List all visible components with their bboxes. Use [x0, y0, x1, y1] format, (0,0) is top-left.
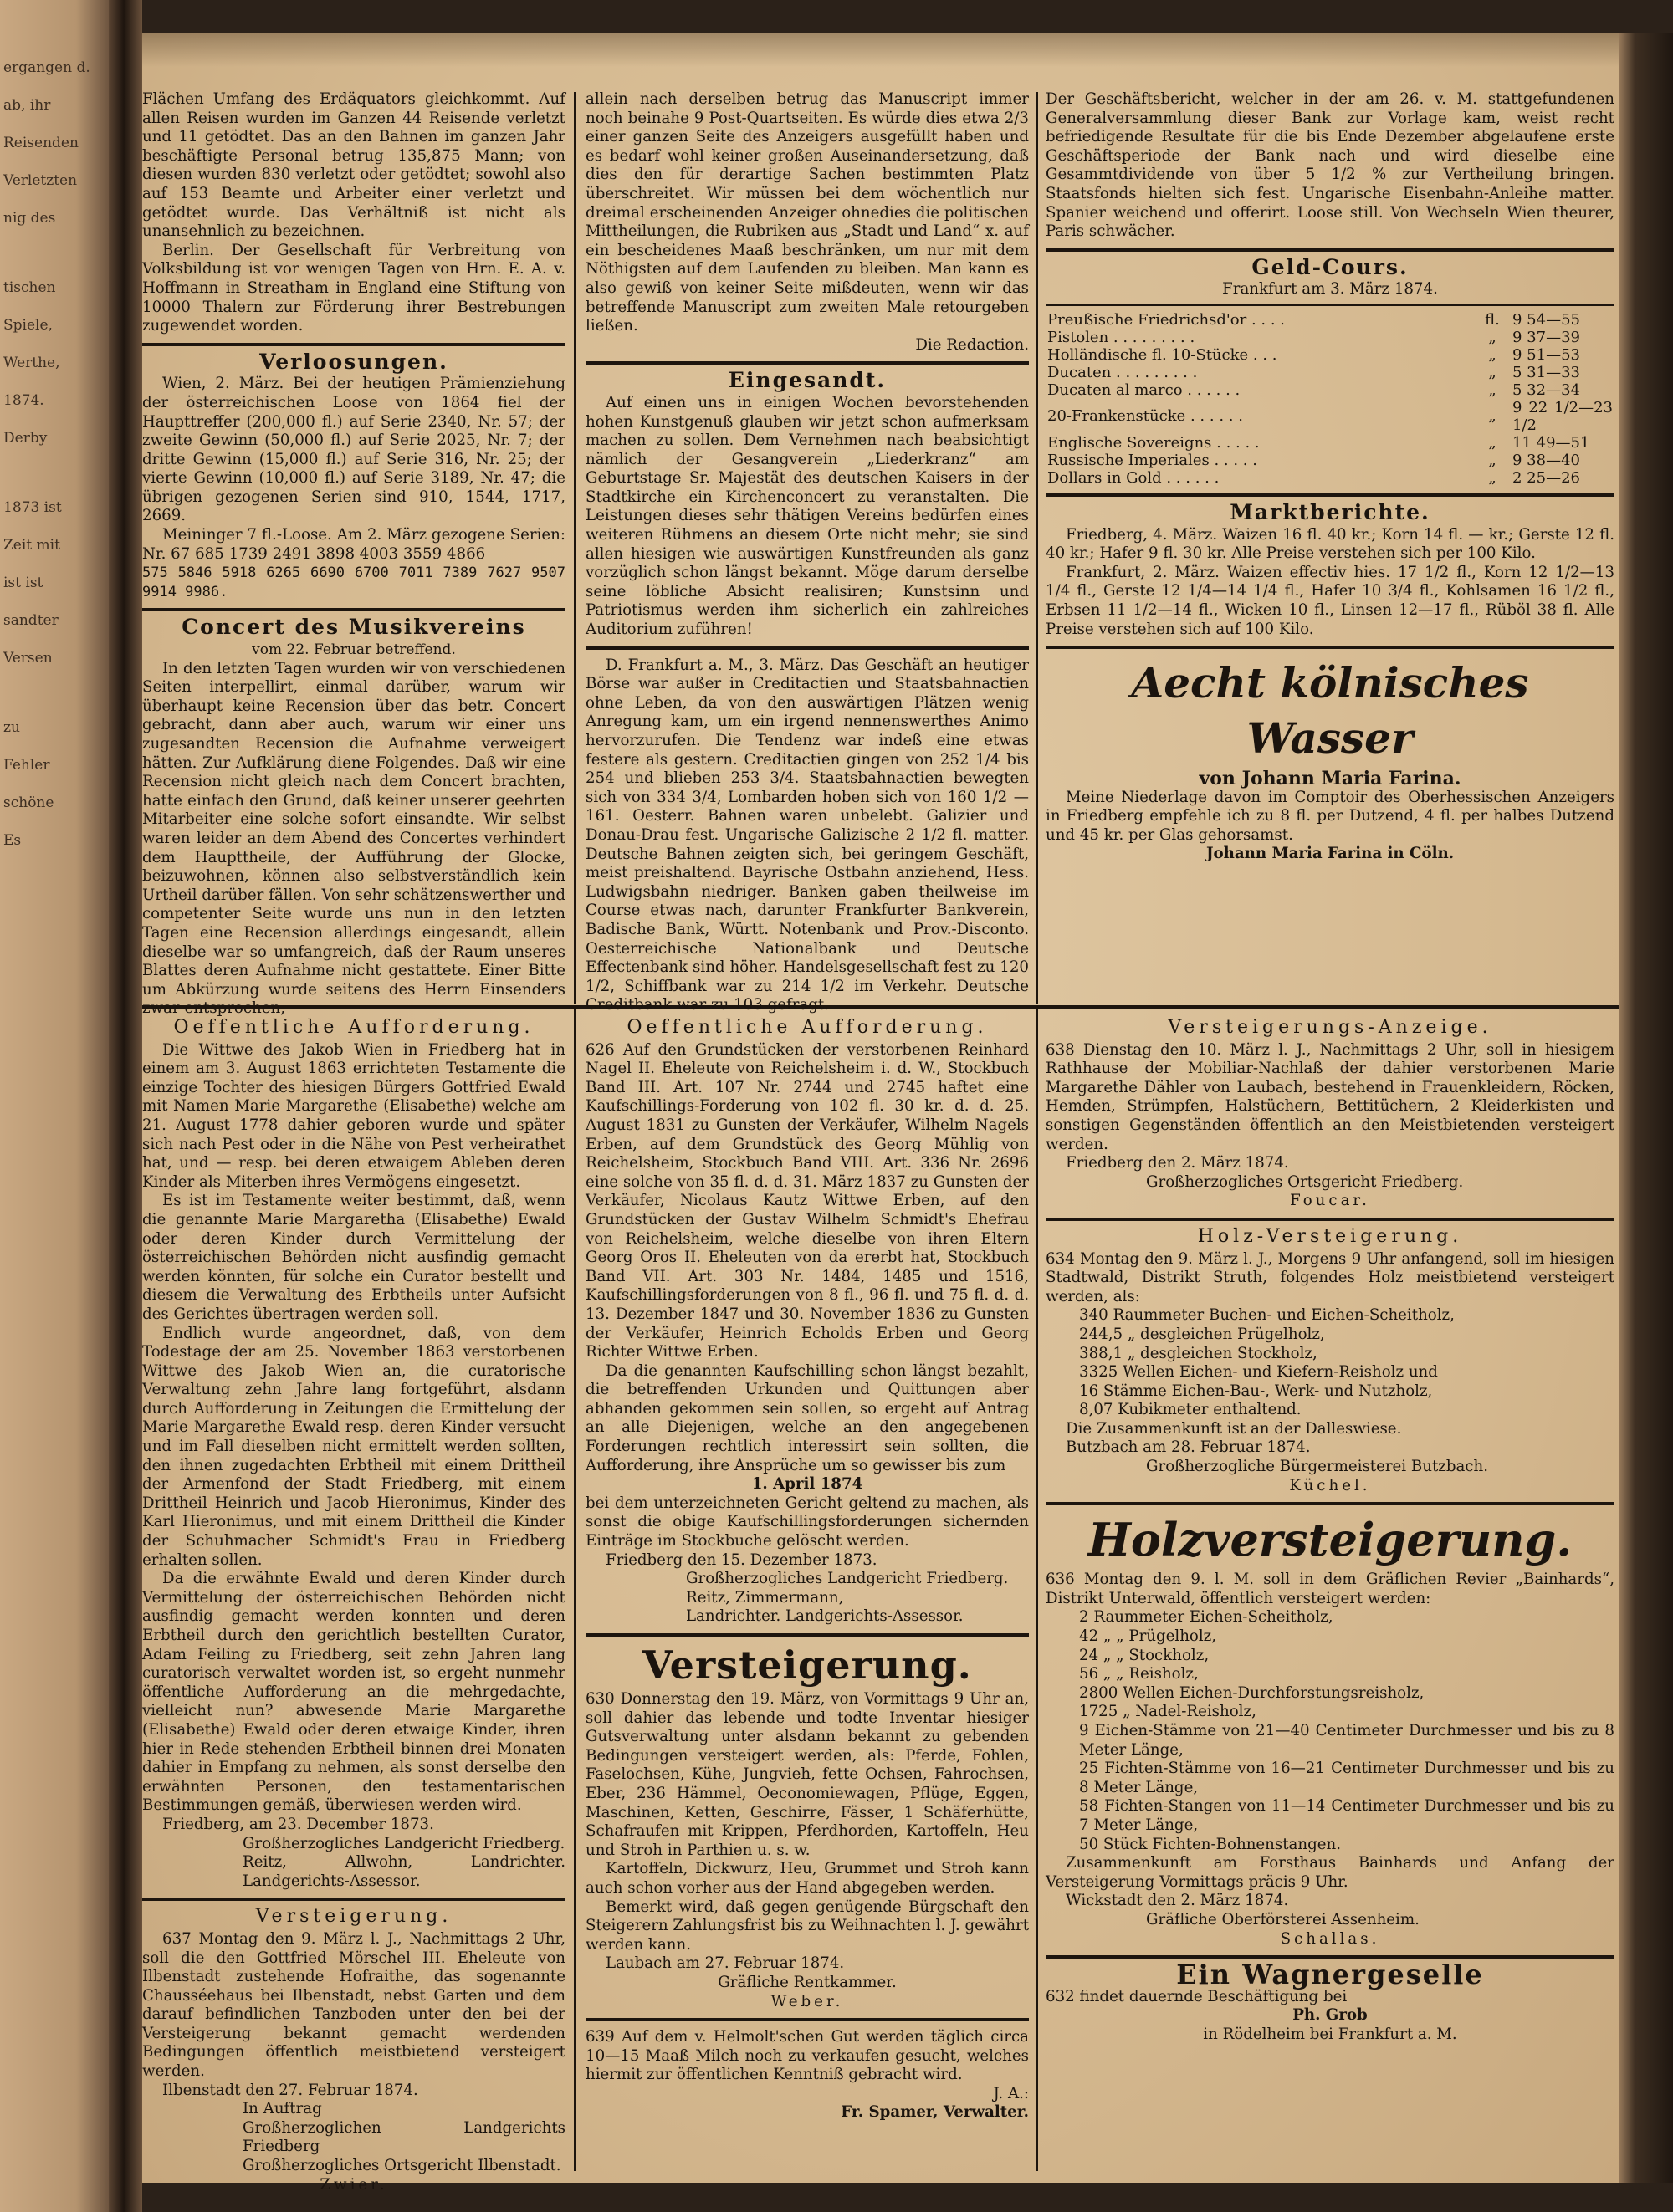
auction-signature: Schallas.	[1280, 1929, 1380, 1948]
rate-unit: fl.	[1485, 310, 1500, 329]
notice-text: 626 Auf den Grundstücken der verstorbenen Reinhard Nagel II. Eheleute von Reichelsheim i. d. W., Stockbuch Band III. Art. 107 Nr. 2744 und 2745 haftet eine Kaufschillings-Forderung von 102 fl. 30 kr. d. d. 25. August 1831 zu Gunsten der Verkäufer, Wilhelm Nagels Erben, auf dem Grundstück des Georg Mühlig von Reichelsheim, Stockbuch Band VIII. Art. 336 Nr. 2696 eine solche von 35 fl. d. d. 31. März 1837 zu Gunsten der Verkäufer, Nicolaus Kautz Wittwe Erben, auf den Grundstücken der Gustav Wilhelm Schmidt's Ehefrau von Reichelsheim, welche dieselbe von ihren Eltern Georg Oros II. Eheleuten von da ererbt hat, Stockbuch Band VII. Art. 303 Nr. 1484, 1485 und 1516, Kaufschillingsforderungen von 8 fl., 96 fl. und 75 fl. d. d. 13. Dezember 1847 und 30. November 1836 zu Gunsten der Verkäufer, Heinrich Echolds Erben und Georg Richter Wittwe Erben.	[586, 1040, 1029, 1361]
wood-lot: 3325 Wellen Eichen- und Kiefern-Reisholz und	[1079, 1363, 1438, 1382]
section-heading: Concert des Musikvereins	[182, 615, 526, 640]
notice-date: Friedberg den 15. Dezember 1873.	[606, 1550, 877, 1569]
section-subheading: vom 22. Februar betreffend.	[252, 641, 456, 659]
notice-signature: Reitz, Allwohn, Landrichter. Landgerichts-Assessor.	[243, 1853, 565, 1890]
exchange-rate-table	[1046, 311, 1614, 487]
auction-text: 634 Montag den 9. März l. J., Morgens 9 Uhr anfangend, soll im hiesigen Stadtwald, Distrikt Struth, folgendes Holz meistbietend versteigert werden, als:	[1046, 1249, 1614, 1305]
rate-unit: „	[1488, 381, 1496, 399]
news-text: Friedberg, 4. März. Waizen 16 fl. 40 kr.; Korn 14 fl. — kr.; Gerste 12 fl. 40 kr.; Hafer 9 fl. 30 kr. Alle Preise verstehen sich per 100 Kilo.	[1046, 525, 1614, 563]
notice-text: Es ist im Testamente weiter bestimmt, daß, wenn die genannte Marie Margaretha (Elisabethe) Ewald oder deren Kinder durch Vermittelung der österreichischen Behörden nicht ausfindig gemacht werden könnten, für solche ein Curator bestellt und diesem die Verwaltung des Erbtheils unter Aufsicht des Gerichtes übertragen werden soll.	[142, 1192, 565, 1323]
news-text: Meininger 7 fl.-Loose. Am 2. März gezogene Serien: Nr. 67 685 1739 2491 3898 4003 3559 4866	[142, 526, 565, 563]
auction-signature: Großherzogliches Ortsgericht Friedberg.	[1146, 1172, 1464, 1191]
adjacent-page-text: Werthe,	[3, 355, 60, 371]
exchange-rate-row	[1046, 311, 1614, 329]
rate-name: Preußische Friedrichsd'or . . . .	[1047, 310, 1286, 329]
adjacent-page-text: Fehler	[3, 757, 50, 774]
column-rule	[574, 92, 576, 1004]
rate-unit: „	[1488, 451, 1496, 469]
notice-text: Da die genannten Kaufschilling schon längst bezahlt, die betreffenden Urkunden und Quittungen aber abhanden gekommen sein sollen, so ergeht auf Antrag an alle Diejenigen, welche an den angegebenen Forderungen rechtlich interessirt sein sollten, die Aufforderung, ihre Ansprüche um so gewisser bis zum	[586, 1361, 1029, 1474]
ad-text: 639 Auf dem v. Helmolt'schen Gut werden täglich circa 10—15 Maaß Milch noch zu verkaufen gesucht, welches hiermit zur öffentlichen Kenntniß gebracht wird.	[586, 2028, 1029, 2084]
advertisement-title: Aecht kölnisches Wasser	[1131, 658, 1529, 764]
rate-name: Russische Imperiales . . . . .	[1047, 451, 1257, 469]
news-text: Der Geschäftsbericht, welcher in der am 26. v. M. stattgefundenen Generalversammlung dieser Bank zur Vorlage kam, weist recht befriedigende Resultate für die bis Ende Dezember abgelaufene erste Geschäftsperiode der Bank nach und wird dieselbe eine Gesammtdividende von über 5 1/2 % zur Vertheilung bringen. Staatsfonds hielten sich fest. Ungarische Eisenbahn-Anleihe matter. Spanier weichend und offerirt. Loose still. Von Wechseln Wien theurer, Paris schwächer.	[1046, 90, 1614, 241]
notice-text: bei dem unterzeichneten Gericht geltend zu machen, als sonst die obige Kaufschillingsforderungen sichernden Einträge im Stockbuche gelöscht werden.	[586, 1494, 1029, 1550]
adjacent-page-text: tischen	[3, 279, 56, 296]
rate-unit: „	[1488, 345, 1496, 364]
news-text: Berlin. Der Gesellschaft für Verbreitung von Volksbildung ist vor wenigen Tagen von Hrn. E. A. v. Hoffmann in Streatham in England eine Stiftung von 10000 Thalern zur Förderung ihrer Bestrebungen zugewendet worden.	[142, 241, 565, 335]
wood-lot: 340 Raummeter Buchen- und Eichen-Scheitholz,	[1079, 1306, 1455, 1325]
adjacent-page-text: Verletzten	[3, 172, 78, 189]
auction-signature: Gräfliche Oberförsterei Assenheim.	[1146, 1910, 1420, 1928]
adjacent-page-text: schöne	[3, 794, 54, 811]
advertisement-signature: Johann Maria Farina in Cöln.	[1205, 845, 1455, 863]
rate-value: 5 32—34	[1512, 381, 1580, 399]
lottery-numbers: 575 5846 5918 6265 6690 6700 7011 7389 7627 9507 9914 9986.	[142, 564, 565, 600]
wood-lot: 16 Stämme Eichen-Bau-, Werk- und Nutzholz,	[1079, 1382, 1433, 1400]
auction-signature: Gräfliche Rentkammer.	[718, 1973, 897, 1991]
notice-signature: Großherzogliches Landgericht Friedberg.	[686, 1570, 1009, 1588]
rate-name: Ducaten al marco . . . . . .	[1047, 381, 1241, 399]
exchange-rate-row	[1046, 399, 1614, 434]
auction-signature: Großherzoglichen Landgerichts Friedberg	[243, 2118, 565, 2156]
notice-deadline: 1. April 1874	[751, 1475, 863, 1494]
auction-text: Kartoffeln, Dickwurz, Heu, Grummet und Stroh kann auch schon vorher aus der Hand abgegeben werden.	[586, 1860, 1029, 1897]
auction-date: Friedberg den 2. März 1874.	[1066, 1154, 1289, 1172]
ad-signature: in Rödelheim bei Frankfurt a. M.	[1203, 2025, 1457, 2043]
wood-lot: 56 „ „ Reisholz,	[1079, 1665, 1199, 1683]
notice-text: Endlich wurde angeordnet, daß, von dem Todestage der am 25. November 1863 verstorbenen Wittwe des Jakob Wien an, die curatorische Verwaltung zehn Jahre lang fortgeführt, alsdann durch Aufforderung in Zeitungen die Ermittelung der Marie Margarethe Ewald resp. deren Kinder versucht und im Fall dieselben nicht ermittelt werden sollten, den ihnen zugedachten Erbtheil mit einem Drittheil der Armenfond der Stadt Friedberg, mit einem Drittheil Heinrich und Jacob Hieronimus, Kinder des Karl Hieronimus, und mit einem Drittheil die Kinder der Schuhmacher Schmidt's Frau in Friedberg erhalten sollen.	[142, 1324, 565, 1569]
section-heading: Verloosungen.	[259, 349, 448, 374]
news-text: Auf einen uns in einigen Wochen bevorstehenden hohen Kunstgenuß glauben wir jetzt schon aufmerksam machen zu sollen. Dem Vernehmen nach beabsichtigt nämlich der Gesangverein „Liederkranz“ am Geburtstage Sr. Majestät des deutschen Kaisers in der Stadtkirche ein Kirchenconcert zu veranstalten. Die Leistungen dieses sehr thätigen Vereins bedürfen eines weiteren Rühmens an diesem Orte nicht mehr; sie sind allen hiesigen wie auswärtigen Kunstfreunden als ganz vorzüglich schon längst bekannt. Möge darum derselbe seine löbliche Absicht realisiren; Kunstsinn und Patriotismus werden ihm sicherlich ein zahlreiches Auditorium zuführen!	[586, 393, 1029, 639]
news-text: D. Frankfurt a. M., 3. März. Das Geschäft an heutiger Börse war außer in Creditactien und Staatsbahnactien ohne Leben, da von den auswärtigen Plätzen wenig Anregung kam, um ein irgend nennenswerthes Animo hervorzurufen. Die Tendenz war indeß eine etwas festere als gestern. Creditactien gingen von 252 1/4 bis 254 und blieben 253 3/4. Staatsbahnactien bewegten sich von 334 3/4, Lombarden hoben sich von 160 1/2 — 161. Oesterr. Bahnen waren unbelebt. Galizier und Donau-Drau fest. Ungarische Galizische 2 1/2 fl. matter. Deutsche Bahnen zeigten sich, bei geringem Geschäft, meist preishaltend. Bayrische Ostbahn anziehend, Hess. Ludwigsbahn niedriger. Banken gaben theilweise im Course etwas nach, darunter Frankfurter Bankverein, Badische Bank, Württ. Notenbank und Prov.-Disconto. Oesterreichische Nationalbank und Deutsche Effectenbank sind höher. Handelsgesellschaft fest zu 120 1/2, Schiffbank war zu 214 1/2 im Verkehr. Deutsche Creditbank war zu 103 gefragt.	[586, 656, 1029, 1014]
rate-value: 9 51—53	[1512, 345, 1580, 364]
adjacent-page-text: Derby	[3, 430, 48, 447]
auction-date: Laubach am 27. Februar 1874.	[606, 1954, 845, 1973]
notice-text: Da die erwähnte Ewald und deren Kinder durch Vermittelung der österreichischen Behörden nicht ausfindig gemacht werden konnten und deren Erbtheil durch den gerichtlich bestellten Curator, Adam Feiling zu Friedberg, seit zehn Jahren lang curatorisch verwaltet worden ist, so ergeht nunmehr öffentliche Aufforderung an die mehrgedachte, vielleicht nun? abwesende Marie Margarethe (Elisabethe) Ewald oder deren etwaige Kinder, ihren hier in Rede stehenden Erbtheil binnen drei Monaten dahier in Empfang zu nehmen, als sonst derselbe den erwähnten Personen, den testamentarischen Bestimmungen gemäß, überwiesen werden wird.	[142, 1570, 565, 1815]
rate-unit: „	[1488, 328, 1496, 346]
auction-text: 636 Montag den 9. l. M. soll in dem Gräflichen Revier „Bainhards“, Distrikt Unterwald, öffentlich versteigert werden:	[1046, 1571, 1614, 1607]
wood-lot: 42 „ „ Prügelholz,	[1079, 1627, 1217, 1646]
auction-text: 630 Donnerstag den 19. März, von Vormittags 9 Uhr an, soll dahier das lebende und todte Inventar hiesiger Gutsverwaltung unter alsdann bekannt zu gebenden Bedingungen versteigert werden, als: Pferde, Fohlen, Faselochsen, Kühe, Jungvieh, fette Ochsen, Fahrochsen, Eber, 236 Hämmel, Oeconomiewagen, Pflüge, Eggen, Maschinen, Ketten, Geschirre, Fässer, 1 Schäferhütte, Schafraufen mit Krippen, Pferdhorden, Kartoffeln, Heu und Stroh in Parthien u. s. w.	[586, 1690, 1029, 1859]
notice-text: Die Wittwe des Jakob Wien in Friedberg hat in einem am 3. August 1863 errichteten Testamente die einzige Tochter des hiesigen Bürgers Gottfried Ewald mit Namen Marie Margarethe (Elisabethe) welche am 21. August 1778 dahier geboren wurde und später sich nach Pest oder in die Nähe von Pest verheirathet hat, und — resp. bei deren etwaigem Ableben deren Kinder als Miterben ihres Vermögens eingesetzt.	[142, 1040, 565, 1191]
column-bottom-middle	[586, 1014, 1029, 2123]
section-heading: Eingesandt.	[728, 368, 887, 393]
signature: Die Redaction.	[915, 335, 1029, 354]
column-top-right	[1046, 90, 1614, 864]
exchange-rate-row	[1046, 469, 1614, 487]
section-heading: Holz-Versteigerung.	[1197, 1225, 1463, 1247]
adjacent-page-text: Spiele,	[3, 317, 53, 334]
auction-signature: Küchel.	[1289, 1476, 1371, 1494]
column-top-middle	[586, 90, 1029, 1015]
auction-signature: In Auftrag	[243, 2100, 322, 2118]
ad-text: 632 findet dauernde Beschäftigung bei	[1046, 1987, 1348, 2005]
section-heading: Oeffentliche Aufforderung.	[173, 1017, 535, 1038]
rate-name: Dollars in Gold . . . . . .	[1047, 468, 1220, 487]
rate-name: Holländische fl. 10-Stücke . . .	[1047, 345, 1277, 364]
wood-lot-list	[1046, 1306, 1614, 1420]
adjacent-page-edge	[0, 0, 109, 2212]
ad-signature: J. A.:	[993, 2084, 1029, 2102]
exchange-rate-row	[1046, 381, 1614, 399]
adjacent-page-text: Versen	[3, 650, 53, 667]
auction-text: 638 Dienstag den 10. März l. J., Nachmittags 2 Uhr, soll in hiesigem Rathhause der Mobiliar-Nachlaß der dahier verstorbenen Marie Margarethe Dähler von Laubach, bestehend in Frauenkleidern, Röcken, Hemden, Strümpfen, Halstüchern, Bettitüchern, 2 Kleiderkisten und sonstigen Gegenständen öffentlich an den Meistbietenden versteigert werden.	[1046, 1040, 1614, 1153]
auction-date: Wickstadt den 2. März 1874.	[1066, 1892, 1289, 1910]
auction-text: Die Zusammenkunft ist an der Dalleswiese.	[1066, 1419, 1402, 1438]
auction-signature: Foucar.	[1290, 1192, 1370, 1210]
adjacent-page-text: ist ist	[3, 575, 43, 591]
column-rule	[1036, 1009, 1038, 2171]
adjacent-page-text: 1873 ist	[3, 499, 62, 516]
wood-lot-list	[1046, 1608, 1614, 1854]
rate-name: 20-Frankenstücke . . . . . .	[1047, 407, 1243, 426]
auction-signature: Großherzogliches Ortsgericht Ilbenstadt.	[243, 2157, 561, 2175]
column-bottom-left	[142, 1014, 565, 2194]
section-heading: Geld-Cours.	[1251, 254, 1409, 279]
section-heading: Marktberichte.	[1230, 499, 1430, 524]
exchange-rate-row	[1046, 452, 1614, 469]
auction-text: Zusammenkunft am Forsthaus Bainhards und Anfang der Versteigerung Vormittags präcis 9 Uhr.	[1046, 1854, 1614, 1891]
newspaper-page	[142, 33, 1619, 2194]
notice-signature: Reitz, Zimmermann,	[686, 1588, 844, 1607]
rate-value: 11 49—51	[1512, 433, 1590, 452]
exchange-rate-row	[1046, 364, 1614, 381]
auction-signature: Weber.	[770, 1992, 844, 2010]
wood-lot: 244,5 „ desgleichen Prügelholz,	[1079, 1325, 1325, 1343]
wood-lot: 50 Stück Fichten-Bohnenstangen.	[1079, 1835, 1341, 1853]
wood-lot: 8,07 Kubikmeter enthaltend.	[1079, 1401, 1302, 1419]
ad-signature: Fr. Spamer, Verwalter.	[841, 2103, 1029, 2122]
rate-unit: „	[1488, 407, 1496, 426]
rate-unit: „	[1488, 363, 1496, 381]
auction-text: 637 Montag den 9. März l. J., Nachmittags 2 Uhr, soll die den Gottfried Mörschel III. Eheleute von Ilbenstadt zustehende Hofraithe, das sogenannte Chausséehaus bei Ilbenstadt, nebst Garten und dem darauf befindlichen Tanzboden unter den bei der Versteigerung bekannt gemacht werdenden Bedingungen öffentlich meistbietend versteigert werden.	[142, 1929, 565, 2081]
notice-signature: Großherzogliches Landgericht Friedberg.	[243, 1834, 565, 1852]
wood-lot: 388,1 „ desgleichen Stockholz,	[1079, 1344, 1317, 1362]
section-heading: Versteigerung.	[255, 1906, 453, 1928]
book-gutter	[109, 0, 142, 2212]
notice-signature: Landrichter. Landgerichts-Assessor.	[686, 1607, 964, 1626]
news-text: Wien, 2. März. Bei der heutigen Prämienziehung der österreichischen Loose von 1864 fiel der Haupttreffer (200,000 fl.) auf Serie 2340, Nr. 57; der zweite Gewinn (50,000 fl.) auf Serie 2025, Nr. 7; der dritte Gewinn (15,000 fl.) auf Serie 316, Nr. 25; der vierte Gewinn (10,000 fl.) auf Serie 3189, Nr. 47; die übrigen gezogenen Serien sind 910, 1544, 1717, 2669.	[142, 375, 565, 525]
exchange-rate-row	[1046, 346, 1614, 364]
rate-value: 9 38—40	[1512, 451, 1580, 469]
rate-value: 2 25—26	[1512, 468, 1580, 487]
wood-lot: 2800 Wellen Eichen-Durchforstungsreisholz,	[1079, 1683, 1425, 1702]
rate-value: 5 31—33	[1512, 363, 1580, 381]
adjacent-page-text: ab, ihr	[3, 97, 51, 114]
rate-name: Pistolen . . . . . . . . .	[1047, 328, 1195, 346]
adjacent-page-text: 1874.	[3, 392, 44, 409]
adjacent-page-text: ergangen d.	[3, 59, 90, 76]
rate-value: 9 37—39	[1512, 328, 1580, 346]
column-top-left	[142, 90, 565, 1019]
wood-lot: 1725 „ Nadel-Reisholz,	[1079, 1703, 1256, 1721]
adjacent-page-text: zu	[3, 719, 20, 736]
wood-lot: 9 Eichen-Stämme von 21—40 Centimeter Durchmesser und bis zu 8 Meter Länge,	[1079, 1722, 1614, 1759]
section-heading: Versteigerung.	[642, 1642, 972, 1688]
ad-signature: Ph. Grob	[1292, 2006, 1368, 2025]
rate-unit: „	[1488, 468, 1496, 487]
wood-lot: 2 Raummeter Eichen-Scheitholz,	[1079, 1608, 1333, 1627]
exchange-rate-row	[1046, 329, 1614, 346]
wood-lot: 58 Fichten-Stangen von 11—14 Centimeter Durchmesser und bis zu 7 Meter Länge,	[1079, 1797, 1614, 1834]
rate-value: 9 54—55	[1512, 310, 1580, 329]
adjacent-page-text: Zeit mit	[3, 537, 60, 554]
column-rule	[1036, 92, 1038, 1004]
auction-date: Ilbenstadt den 27. Februar 1874.	[162, 2081, 418, 2099]
auction-signature: Großherzogliche Bürgermeisterei Butzbach.	[1146, 1458, 1489, 1476]
section-heading: Ein Wagnergeselle	[1176, 1959, 1484, 1991]
section-heading: Oeffentliche Aufforderung.	[627, 1017, 988, 1038]
wood-lot: 24 „ „ Stockholz,	[1079, 1646, 1210, 1664]
adjacent-page-text: nig des	[3, 210, 56, 227]
wood-lot: 25 Fichten-Stämme von 16—21 Centimeter Durchmesser und bis zu 8 Meter Länge,	[1079, 1760, 1614, 1796]
auction-signature: Zwier.	[320, 2175, 388, 2194]
adjacent-page-text: Reisenden	[3, 135, 79, 151]
adjacent-page-text: Es	[3, 832, 22, 849]
rate-name: Englische Sovereigns . . . . .	[1047, 433, 1260, 452]
section-heading: Versteigerungs-Anzeige.	[1168, 1017, 1492, 1038]
page-edge-right	[1619, 33, 1673, 2183]
auction-text: Bemerkt wird, daß gegen genügende Bürgschaft den Steigerern Zahlungsfrist bis zu Weihnachten l. J. gewährt werden kann.	[586, 1898, 1030, 1954]
advertisement-text: Meine Niederlage davon im Comptoir des Oberhessischen Anzeigers in Friedberg empfehle ich zu 8 fl. per Dutzend, 4 fl. per halbes Dutzend und 45 kr. per Glas gehorsamst.	[1046, 788, 1614, 844]
section-subheading: Frankfurt am 3. März 1874.	[1222, 280, 1438, 299]
news-text: allein nach derselben betrug das Manuscript immer noch beinahe 9 Post-Quartseiten. Es würde dies etwa 2/3 einer ganzen Seite des Anzeigers ausgefüllt haben und es bedarf wohl keiner großen Auseinandersetzung, daß dies den für derartige Sachen bestimmten Platz überschreitet. Wir müssen bei dem wöchentlich nur dreimal erscheinenden Anzeiger ohnedies die politischen Mittheilungen, die Rubriken aus „Stadt und Land“ x. auf ein bescheidenes Maaß beschränken, um nur mit dem Nöthigsten auf dem Laufenden zu bleiben. Man kann es also gewiß von keiner Seite mißdeuten, wenn wir das betreffende Manuscript zum zweiten Male retourgeben ließen.	[586, 90, 1029, 335]
section-heading: Holzversteigerung.	[1087, 1513, 1573, 1567]
news-text: Frankfurt, 2. März. Waizen effectiv hies. 17 1/2 fl., Korn 12 1/2—13 1/4 fl., Gerste 12 1/4—14 1/4 fl., Hafer 10 3/4 fl., Kohlsamen 16 1/2 fl., Erbsen 11 1/2—14 fl., Wicken 10 fl., Linsen 12—17 fl., Rüböl 38 fl. Alle Preise verstehen sich auf 100 Kilo.	[1046, 563, 1614, 638]
adjacent-page-text: sandter	[3, 612, 59, 629]
advertisement-subtitle: von Johann Maria Farina.	[1199, 768, 1461, 790]
exchange-rate-row	[1046, 434, 1614, 452]
column-rule	[574, 1009, 576, 2171]
rate-unit: „	[1488, 433, 1496, 452]
column-bottom-right	[1046, 1014, 1614, 2045]
rate-value: 9 22 1/2—23 1/2	[1512, 398, 1613, 434]
auction-date: Butzbach am 28. Februar 1874.	[1066, 1438, 1311, 1457]
rate-name: Ducaten . . . . . . . . .	[1047, 363, 1198, 381]
notice-date: Friedberg, am 23. December 1873.	[162, 1815, 434, 1833]
news-text: In den letzten Tagen wurden wir von verschiedenen Seiten interpellirt, einmal darüber, warum wir überhaupt keine Recension über das betr. Concert gebracht, dann aber auch, warum wir einer uns zugesandten Recension die Aufnahme verweigert hätten. Zur Aufklärung diene Folgendes. Daß wir eine Recension nicht gleich nach dem Concert brachten, hatte einfach den Grund, daß keiner unserer geehrten Mitarbeiter eine solche sofort einsandte. Wir selbst waren leider an dem Abend des Concertes verhindert dem Haupttheile, der Aufführung der Glocke, beizuwohnen, können also selbstverständlich kein Urtheil darüber fällen. Von sehr schätzenswerther und competenter Seite wurde uns nun in den letzten Tagen eine Recension allerdings eingesandt, allein dieselbe war so umfangreich, daß der Raum unseres Blattes deren Aufnahme nicht gestattete. Einer Bitte um Abkürzung wurde seitens des Herrn Einsenders zwar entsprochen,	[142, 659, 565, 1018]
news-text: Flächen Umfang des Erdäquators gleichkommt. Auf allen Reisen wurden im Ganzen 44 Reisende verletzt und 11 getödtet. Das an den Bahnen im ganzen Jahr beschäftigte Personal betrug 135,875 Mann; von diesen wurden 830 verletzt oder getödtet; sowohl also auf 153 Beamte und Arbeiter einer verletzt und getödtet wurde. Das Verhältniß ist nicht als unansehnlich zu bezeichnen.	[142, 90, 565, 241]
